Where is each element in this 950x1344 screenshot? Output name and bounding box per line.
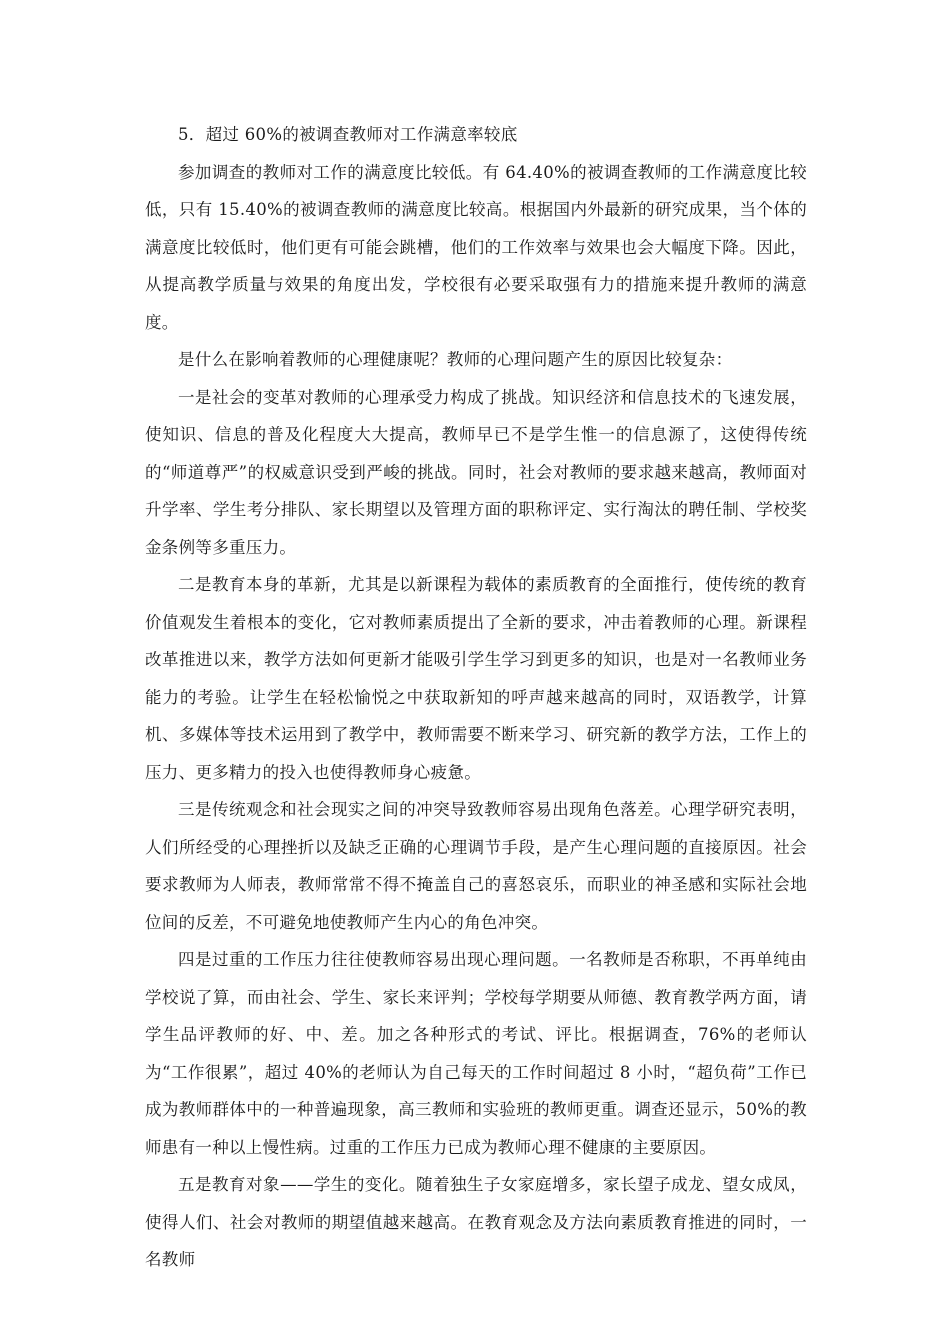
- section-heading: 5．超过 60%的被调查教师对工作满意率较底: [178, 125, 518, 144]
- paragraph-cause-four: 四是过重的工作压力往往使教师容易出现心理问题。一名教师是否称职，不再单纯由学校说了算，而由社会、学生、家长来评判；学校每学期要从师德、教育教学两方面，请学生品评教师的好、中、差。加之各种形式的考试、评比。根据调查，76%的老师认为“工作很累”，超过 40%的老师认为自己每天的工作时间超过 8 小时，“超负荷”工作已成为教师群体中的一种普遍现象，高三教师和实验班的教师更重。调查还显示，50%的教师患有一种以上慢性病。过重的工作压力已成为教师心理不健康的主要原因。: [145, 950, 807, 1157]
- paragraph-cause-one: 一是社会的变革对教师的心理承受力构成了挑战。知识经济和信息技术的飞速发展，使知识、信息的普及化程度大大提高，教师早已不是学生惟一的信息源了，这使得传统的“师道尊严”的权威意识受到严峻的挑战。同时，社会对教师的要求越来越高，教师面对升学率、学生考分排队、家长期望以及管理方面的职称评定、实行淘汰的聘任制、学校奖金条例等多重压力。: [145, 387, 807, 557]
- document-body: [145, 116, 807, 1279]
- paragraph-cause-two: 二是教育本身的革新，尤其是以新课程为载体的素质教育的全面推行，使传统的教育价值观发生着根本的变化，它对教师素质提出了全新的要求，冲击着教师的心理。新课程改革推进以来，教学方法如何更新才能吸引学生学习到更多的知识，也是对一名教师业务能力的考验。让学生在轻松愉悦之中获取新知的呼声越来越高的同时，双语教学，计算机、多媒体等技术运用到了教学中，教师需要不断来学习、研究新的教学方法，工作上的压力、更多精力的投入也使得教师身心疲惫。: [145, 575, 807, 782]
- paragraph-causes-intro: 是什么在影响着教师的心理健康呢？教师的心理问题产生的原因比较复杂：: [178, 350, 733, 369]
- paragraph-satisfaction: 参加调查的教师对工作的满意度比较低。有 64.40%的被调查教师的工作满意度比较低，只有 15.40%的被调查教师的满意度比较高。根据国内外最新的研究成果，当个体的满意度比较低时，他们更有可能会跳槽，他们的工作效率与效果也会大幅度下降。因此，从提高教学质量与效果的角度出发，学校很有必要采取强有力的措施来提升教师的满意度。: [145, 162, 807, 332]
- paragraph-cause-five: 五是教育对象——学生的变化。随着独生子女家庭增多，家长望子成龙、望女成凤，使得人们、社会对教师的期望值越来越高。在教育观念及方法向素质教育推进的同时，一名教师: [145, 1175, 807, 1269]
- paragraph-cause-three: 三是传统观念和社会现实之间的冲突导致教师容易出现角色落差。心理学研究表明，人们所经受的心理挫折以及缺乏正确的心理调节手段，是产生心理问题的直接原因。社会要求教师为人师表，教师常常不得不掩盖自己的喜怒哀乐，而职业的神圣感和实际社会地位间的反差，不可避免地使教师产生内心的角色冲突。: [145, 800, 807, 932]
